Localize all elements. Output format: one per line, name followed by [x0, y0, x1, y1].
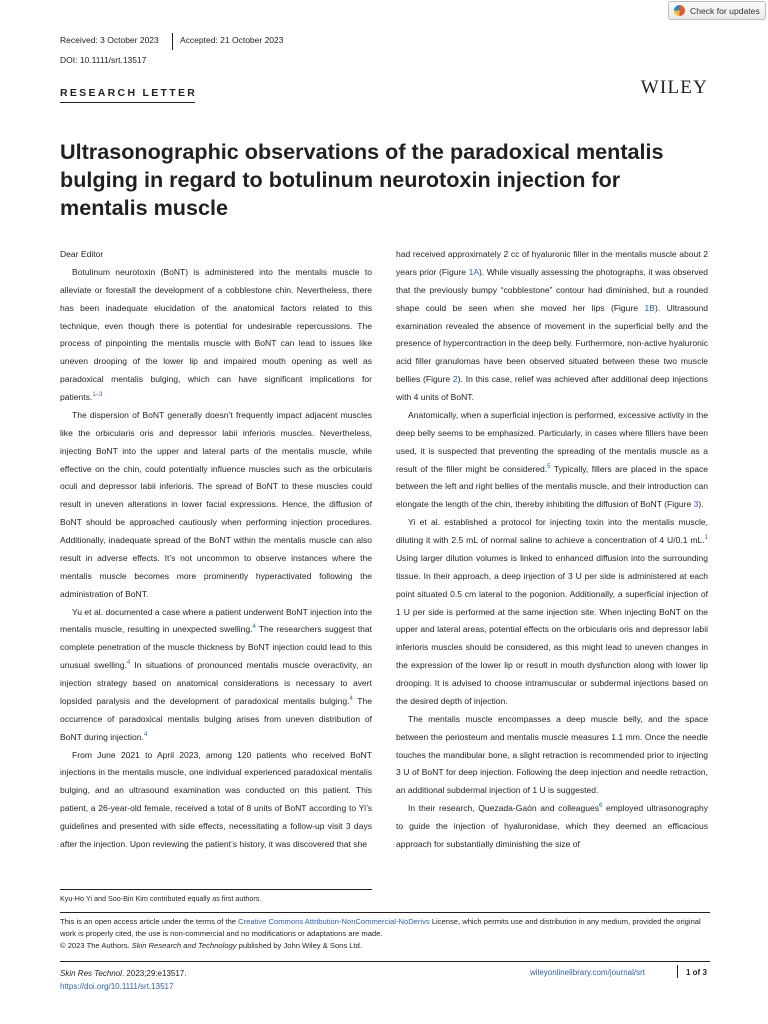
journal-name: Skin Research and Technology: [131, 941, 237, 951]
figure-link[interactable]: 1B: [644, 302, 655, 313]
paragraph-text: ). In this case, relief was achieved after additional deep injections with 4 units of BoNT.: [396, 374, 708, 402]
crossmark-icon: [674, 5, 685, 16]
accepted-date: Accepted: 21 October 2023: [180, 35, 284, 45]
paragraph-4: From June 2021 to April 2023, among 120 patients who received BoNT injections in the mentalis muscle, one individual experienced paradoxical mentalis bulging, and an ultrasound examination was conducted on this patient. This patient, a 26-year-old female, received a total of 8 units of BoNT according to Yi’s guidelines and presented with side effects, necessitating a follow-up visit 3 days after the injection. Upon reviewing the patient’s history, it was discovered that she: [60, 749, 372, 849]
citation-link[interactable]: 1–3: [92, 392, 103, 398]
copyright-text: published by John Wiley & Sons Ltd.: [236, 941, 362, 951]
paragraph-text: In situations of pronounced mentalis muscle overactivity, an injection strategy based on anatomical considerations is necessary to avert lopsided paralysis and the development of paradoxical mentalis bulging.: [60, 660, 372, 706]
paragraph-text: ).: [698, 499, 704, 510]
check-for-updates-button[interactable]: [668, 1, 766, 20]
article-title: Ultrasonographic observations of the paradoxical mentalis bulging in regard to botulinum neurotoxin injection for mentalis muscle: [60, 139, 664, 220]
footer-site-link[interactable]: wileyonlinelibrary.com/journal/srt: [530, 968, 646, 977]
footer-divider: [677, 965, 678, 978]
figure-link[interactable]: 2: [452, 374, 458, 385]
doi: DOI: 10.1111/srt.13517: [60, 55, 147, 65]
footer-citation: [60, 968, 186, 993]
paragraph-text: In their research, Quezada-Gaón and colleagues: [408, 803, 600, 814]
citation-link[interactable]: 5: [547, 463, 551, 470]
paragraph-text: ). While visually assessing the photographs, it was observed that the previously bumpy “cobblestone” contour had diminished, but a rounded shape could be seen when she moved her lips (Figure: [396, 266, 709, 313]
paragraph-3: [60, 604, 372, 747]
section-label: RESEARCH LETTER: [60, 87, 198, 99]
citation-link[interactable]: 4: [349, 695, 353, 702]
footnote-rule: [60, 889, 372, 890]
citation-link[interactable]: 6: [599, 803, 603, 810]
license-text: This is an open access article under the terms of the: [60, 917, 239, 926]
paragraph-text: Yi et al. established a protocol for injecting toxin into the mentalis muscle, diluting it with 2.5 mL of normal saline to achieve a concentration of 4 U/0.1 mL.: [396, 517, 708, 545]
paragraph-text: had received approximately 2 cc of hyaluronic filler in the mentalis muscle about 2 years prior (Figure: [396, 249, 708, 277]
footer-rule: [60, 961, 710, 962]
paragraph-text: employed ultrasonography to guide the injection of hyaluronidase, which they deemed an efficacious approach for substantially diminishing the size of: [396, 803, 708, 849]
paragraph-9: [396, 800, 708, 854]
publisher-logo: WILEY: [640, 77, 708, 98]
paragraph-text: ). Ultrasound examination revealed the absence of movement in the superficial belly and the presence of hypercontraction in the deep belly. Furthermore, non-active hyaluronic acid filler granulomas have been observed situated between these two muscle bellies (Figure: [396, 302, 709, 385]
salutation: Dear Editor: [60, 249, 104, 259]
section-rule: [60, 102, 195, 103]
header-divider: [172, 33, 173, 50]
footer-citation-text: . 2023;29:e13517.: [121, 969, 187, 978]
paragraph-6: [396, 407, 708, 514]
author-footnote: Kyu-Ho Yi and Soo-Bin Kim contributed equally as first authors.: [60, 894, 262, 903]
received-date: Received: 3 October 2023: [60, 35, 159, 45]
paragraph-text: Anatomically, when a superficial injection is performed, excessive activity in the deep belly seems to be emphasized. Particularly, in cases where fillers have been used, it is suspected that preventing the spreading of the mentalis muscle as a result of the filler might be considered.: [396, 409, 708, 474]
paragraph-2: The dispersion of BoNT generally doesn’t frequently impact adjacent muscles like the orbicularis oris and depressor labii inferioris muscles. Nevertheless, injecting BoNT into the upper and lateral parts of the mentalis muscle, while effective on the chin, could potentially influence muscles such as the orbicularis oculi and depressor labii inferioris. The spread of BoNT to these muscles could result in uneven alterations in lower facial expressions. Hence, the diffusion of BoNT should be approached cautiously when performing injection procedures. Additionally, inadequate spread of the BoNT within the mentalis muscle can also result in adverse effects. It’s not uncommon to observe instances where the mentalis muscle becomes more prominently hyperactivated following the administration of BoNT.: [60, 409, 372, 599]
citation-link[interactable]: 1: [704, 535, 708, 541]
paragraph-text: Yu et al. documented a case where a patient underwent BoNT injection into the mentalis muscle, resulting in unexpected swelling.: [60, 606, 372, 635]
footer-doi-link[interactable]: https://doi.org/10.1111/srt.13517: [60, 981, 174, 991]
paragraph-text: Botulinum neurotoxin (BoNT) is administered into the mentalis muscle to alleviate or forestall the development of a cobblestone chin. Nevertheless, there has been inadequate elucidation of the anatomical factors related to this technique, even though there is potential for undesirable repercussions. The process of pinpointing the mentalis muscle with BoNT can lead to issues like uneven drooping of the lower lip and impaired mouth opening as well as paradoxical mentalis bulging, which can have significant implications for patients.: [60, 266, 372, 402]
paragraph-8: The mentalis muscle encompasses a deep muscle belly, and the space between the periosteum and mentalis muscle measures 1.1 mm. Once the needle touches the mandibular bone, a slight retraction is recommended prior to injecting 3 U of BoNT for deep injection. Following the deep injection and needle retraction, an additional subdermal injection of 1 U is suggested.: [396, 713, 708, 796]
figure-link[interactable]: 1A: [468, 266, 480, 277]
license-rule: [60, 912, 710, 913]
paragraph-text: The researchers suggest that complete penetration of the muscle thickness by BoNT injection could lead to this unusual swelling.: [60, 624, 372, 671]
paragraph-5: [396, 246, 708, 407]
figure-link[interactable]: 3: [693, 499, 699, 510]
paragraph-text: Using larger dilution volumes is linked to enhanced diffusion into the surrounding tissue. In their approach, a deep injection of 3 U per side is administered at each point situated 0.5 cm lateral to the pogonion. Additionally, a superficial injection of 1 U per side is performed at the same injection site. When injecting BoNT on the upper and lateral areas, potential effects on the orbicularis oris and depressor labii inferioris muscles should be considered, as this might lead to uneven changes in the expression of the lower lip or result in mouth dysfunction along with lower lip drooping. It is advised to choose intramuscular or subdermal injections based on the desired depth of injection.: [396, 552, 708, 706]
citation-link[interactable]: 4: [126, 660, 131, 667]
citation-link[interactable]: 4: [143, 731, 148, 738]
page-number: 1 of 3: [686, 968, 707, 977]
right-column: [396, 246, 708, 854]
check-for-updates-label: Check for updates: [690, 5, 760, 16]
license-text: License, which permits use and distribution in any medium, provided the original work is properly cited, the use is non-commercial and no modifications or adaptations are made.: [60, 917, 701, 939]
left-column: [60, 246, 372, 854]
citation-link[interactable]: 4: [252, 624, 256, 631]
license-link[interactable]: Creative Commons Attribution-NonCommercial-NoDerivs: [238, 917, 430, 926]
paragraph-7: [396, 514, 708, 711]
copyright-text: © 2023 The Authors.: [60, 941, 132, 951]
license-notice: [60, 916, 710, 953]
paragraph-1: [60, 264, 372, 407]
paragraph-text: The occurrence of paradoxical mentalis bulging arises from uneven distribution of BoNT during injection.: [60, 695, 372, 742]
footer-journal: Skin Res Technol: [60, 969, 122, 978]
paragraph-text: Typically, fillers are placed in the space between the left and right bellies of the mentalis muscle, and their introduction can elongate the length of the chin, thereby inhibiting the diffusion of BoNT (Figure: [396, 463, 708, 510]
